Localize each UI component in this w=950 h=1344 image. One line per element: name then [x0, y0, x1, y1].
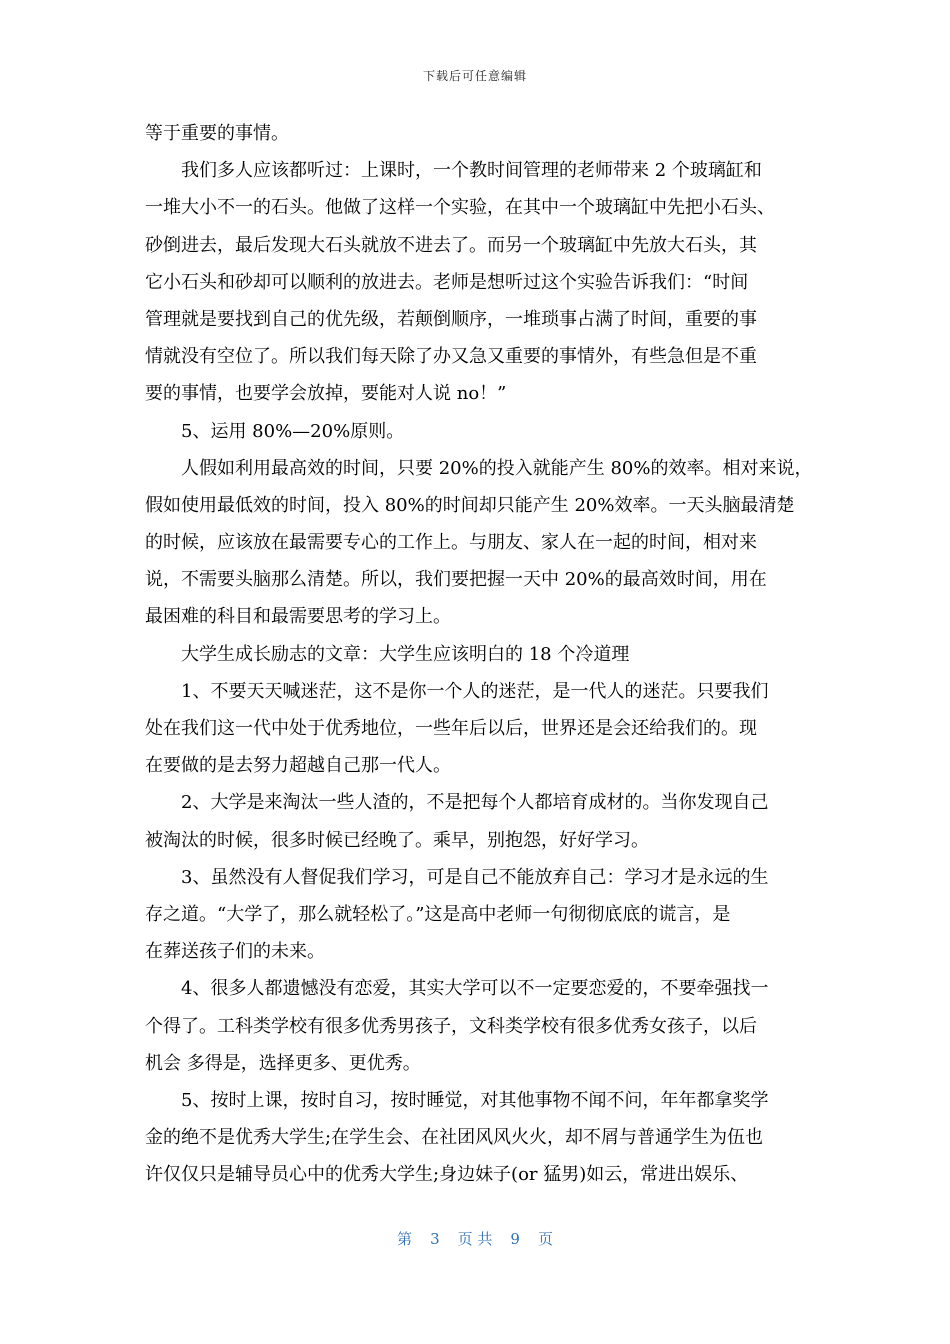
text-line: 1、不要天天喊迷茫，这不是你一个人的迷茫，是一代人的迷茫。只要我们: [181, 680, 769, 702]
text-line: 金的绝不是优秀大学生;在学生会、在社团风风火火，却不屑与普通学生为伍也: [145, 1127, 764, 1149]
text-line: 管理就是要找到自己的优先级，若颠倒顺序，一堆琐事占满了时间，重要的事: [145, 308, 757, 330]
page-footer: [0, 1228, 950, 1249]
text-line: 个得了。工科类学校有很多优秀男孩子，文科类学校有很多优秀女孩子，以后: [145, 1015, 757, 1037]
text-line: 要的事情，也要学会放掉，要能对人说 no！”: [145, 383, 507, 405]
text-line: 存之道。“大学了，那么就轻松了。”这是高中老师一句彻彻底底的谎言，是: [145, 903, 731, 925]
total-page-number: 9: [510, 1230, 520, 1248]
text-line: 说，不需要头脑那么清楚。所以，我们要把握一天中 20%的最高效时间，用在: [145, 569, 767, 591]
text-line: 等于重要的事情。: [145, 123, 289, 144]
page-label-prefix: 第: [397, 1230, 413, 1248]
text-line: 被淘汰的时候，很多时候已经晚了。乘早，别抱怨，好好学习。: [145, 829, 649, 851]
text-line: 在葬送孩子们的未来。: [145, 941, 325, 963]
text-line: 机会 多得是，选择更多、更优秀。: [145, 1052, 421, 1074]
text-line: 情就没有空位了。所以我们每天除了办又急又重要的事情外，有些急但是不重: [145, 346, 757, 368]
text-line: 处在我们这一代中处于优秀地位，一些年后以后，世界还是会还给我们的。现: [145, 718, 757, 739]
text-line: 5、运用 80%—20%原则。: [181, 420, 405, 442]
page-label-suffix: 页: [537, 1230, 553, 1248]
text-line: 许仅仅只是辅导员心中的优秀大学生;身边妹子(or 猛男)如云，常进出娱乐、: [145, 1164, 749, 1186]
text-line: 它小石头和砂却可以顺利的放进去。老师是想听过这个实验告诉我们：“时间: [145, 271, 749, 293]
text-line: 2、大学是来淘汰一些人渣的，不是把每个人都培育成材的。当你发现自己: [181, 792, 769, 814]
text-line: 砂倒进去，最后发现大石头就放不进去了。而另一个玻璃缸中先放大石头，其: [145, 234, 757, 256]
page-header: 下载后可任意编辑: [422, 69, 527, 83]
page-label-middle: 页 共: [457, 1230, 493, 1248]
text-line: 5、按时上课，按时自习，按时睡觉，对其他事物不闻不问，年年都拿奖学: [181, 1089, 769, 1111]
text-line: 大学生成长励志的文章：大学生应该明白的 18 个冷道理: [181, 643, 630, 665]
text-line: 人假如利用最高效的时间，只要 20%的投入就能产生 80%的效率。相对来说，: [181, 457, 813, 479]
text-line: 4、很多人都遗憾没有恋爱，其实大学可以不一定要恋爱的，不要牵强找一: [181, 978, 769, 1000]
text-line: 一堆大小不一的石头。他做了这样一个实验，在其中一个玻璃缸中先把小石头、: [145, 197, 775, 219]
text-line: 最困难的科目和最需要思考的学习上。: [145, 606, 451, 628]
text-line: 的时候，应该放在最需要专心的工作上。与朋友、家人在一起的时间，相对来: [145, 532, 757, 554]
text-line: 3、虽然没有人督促我们学习，可是自己不能放弃自己：学习才是永远的生: [181, 866, 769, 888]
current-page-number: 3: [430, 1230, 440, 1248]
document-body: [145, 115, 813, 1193]
text-line: 我们多人应该都听过：上课时，一个教时间管理的老师带来 2 个玻璃缸和: [181, 160, 762, 182]
text-line: 假如使用最低效的时间，投入 80%的时间却只能产生 20%效率。一天头脑最清楚: [145, 494, 795, 516]
text-line: 在要做的是去努力超越自己那一代人。: [145, 755, 451, 777]
